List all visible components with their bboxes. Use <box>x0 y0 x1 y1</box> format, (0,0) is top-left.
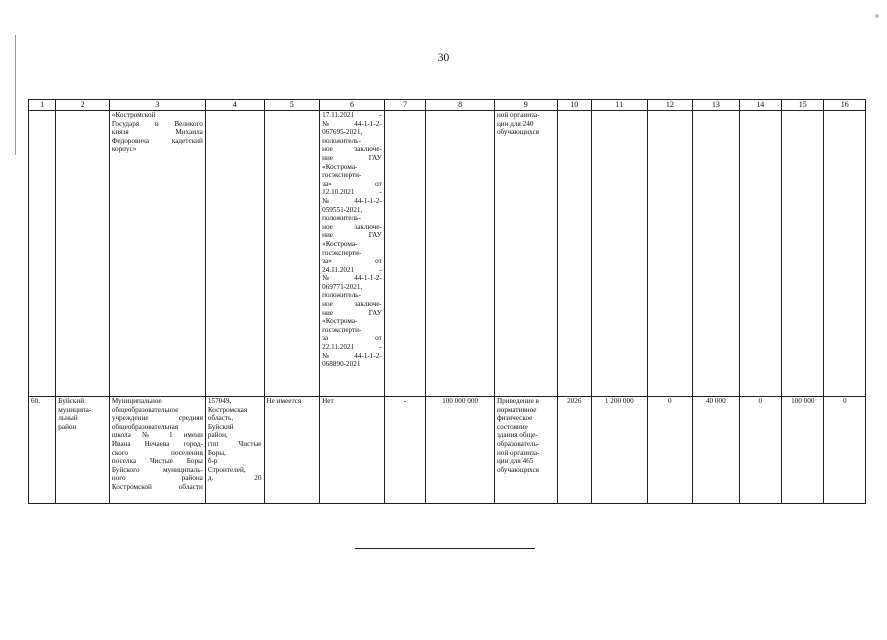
cell-purpose-continued: ной организа- ции для 240 обучающихся <box>494 111 557 397</box>
header-cell: 11 <box>591 100 647 111</box>
header-cell: 9 <box>494 100 557 111</box>
cell-empty <box>56 111 110 397</box>
cell-col14: 0 <box>739 397 781 504</box>
cell-empty <box>739 111 781 397</box>
header-cell: 13 <box>693 100 740 111</box>
cell-number: 60. <box>29 397 56 504</box>
cell-col7: - <box>384 397 425 504</box>
cell-address: 157049, Костромская область, Буйский район, гпп Чистые Боры, б-р Строителей, д. 20 <box>205 397 264 504</box>
cell-col16: 0 <box>824 397 866 504</box>
cell-empty <box>557 111 591 397</box>
header-cell: 7 <box>384 100 425 111</box>
footer-rule <box>355 548 535 549</box>
header-cell: 8 <box>426 100 495 111</box>
cell-empty <box>693 111 740 397</box>
header-cell: 2 <box>56 100 110 111</box>
page-number: 30 <box>437 52 450 64</box>
table-header-row <box>29 100 866 111</box>
scan-dot <box>875 14 879 18</box>
cell-empty <box>782 111 824 397</box>
cell-organization-continued: «Костромской Государя и Великого князя Михаила Федоровича кадетский корпус» <box>109 111 205 397</box>
cell-district: Буйский муниципа- льный район <box>56 397 110 504</box>
header-cell: 15 <box>782 100 824 111</box>
cell-col11: 1 200 000 <box>591 397 647 504</box>
header-cell: 6 <box>320 100 385 111</box>
cell-empty <box>591 111 647 397</box>
cell-purpose: Приведение в нормативное физическое состояние здания обще- образователь- ной организа- ции для 465 обучающихся <box>494 397 557 504</box>
header-cell: 10 <box>557 100 591 111</box>
header-cell: 5 <box>264 100 320 111</box>
investment-table <box>28 99 866 504</box>
header-cell: 12 <box>647 100 692 111</box>
cell-empty <box>426 111 495 397</box>
header-cell: 1 <box>29 100 56 111</box>
cell-expertise: Нет <box>320 397 385 504</box>
cell-amount: 100 000 000 <box>426 397 495 504</box>
cell-empty <box>824 111 866 397</box>
cell-empty <box>29 111 56 397</box>
header-cell: 16 <box>824 100 866 111</box>
cell-empty <box>205 111 264 397</box>
cell-col15: 100 000 <box>782 397 824 504</box>
cell-col13: 40 000 <box>693 397 740 504</box>
table-row-60 <box>29 397 866 504</box>
header-cell: 3 <box>109 100 205 111</box>
header-cell: 4 <box>205 100 264 111</box>
cell-col12: 0 <box>647 397 692 504</box>
cell-empty <box>384 111 425 397</box>
cell-availability: Не имеется <box>264 397 320 504</box>
cell-empty <box>647 111 692 397</box>
cell-empty <box>264 111 320 397</box>
cell-expertise-continued: 17.11.2021 - № 44-1-1-2- 067695-2021, положитель- ное заключе- ние ГАУ «Кострома- госэксперти- за» от 12.10.2021 - № 44-1-1-2- 059551-2021, положитель- ное заключе- ние ГАУ «Кострома- госэксперти- за» от 24.11.2021 - № 44-1-1-2- 069771-2021, положитель- ное заключе- ние ГАУ «Кострома- госэксперти- за от 22.11.2021 - № 44-1-1-2- 068890-2021 <box>320 111 385 397</box>
header-cell: 14 <box>739 100 781 111</box>
cell-organization: Муниципальное общеобразовательное учреждение средняя общеобразовательная школа № 1 имени Ивана Нечаева город- ского поселения поселка Чистые Боры Буйского муниципаль- ного района Костромской области <box>109 397 205 504</box>
cell-year: 2026 <box>557 397 591 504</box>
table-row-continued <box>29 111 866 397</box>
